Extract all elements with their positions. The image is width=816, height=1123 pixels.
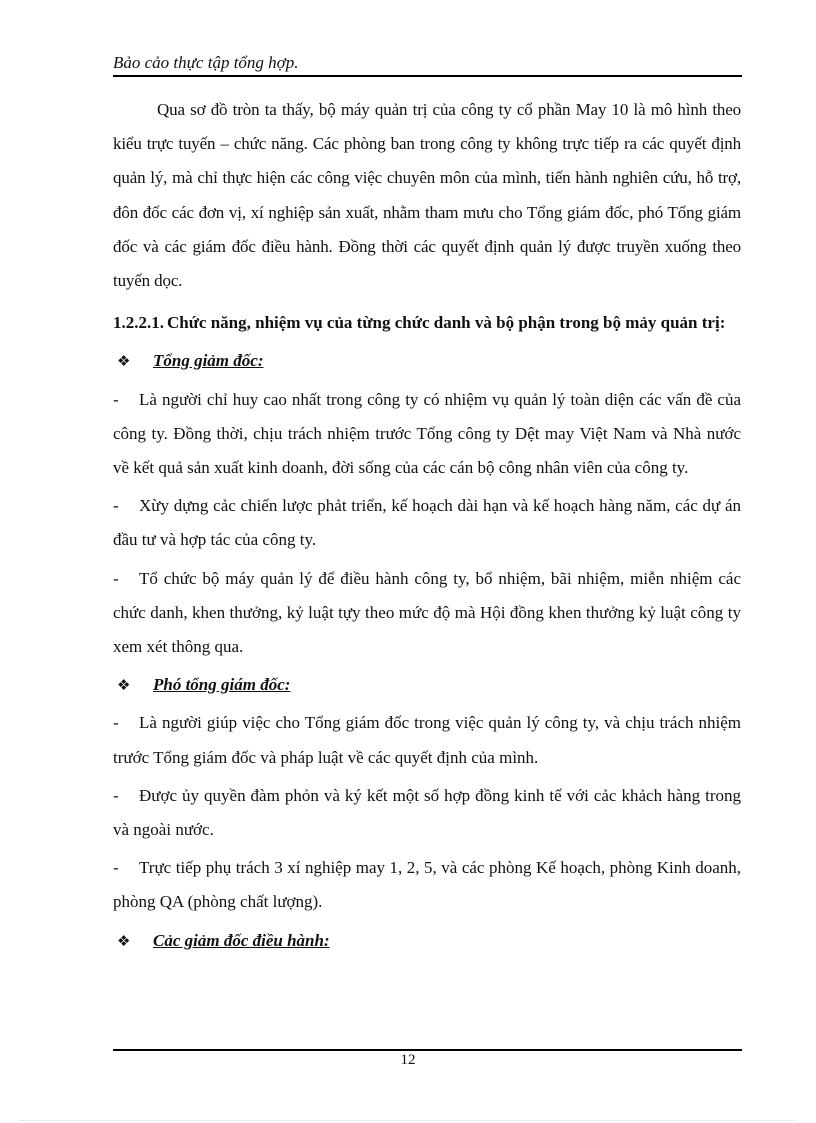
document-body <box>113 93 741 958</box>
intro-paragraph: Qua sơ đồ tròn ta thấy, bộ máy quản trị của công ty cổ phần May 10 là mô hình theo kiểu trực tuyến – chức năng. Các phòng ban trong công ty không trực tiếp ra các quyết định quản lý, mà chỉ thực hiện các công việc chuyên môn của mình, tiến hành nghiên cứu, hỗ trợ, đôn đốc các đơn vị, xí nghiệp sản xuất, nhằm tham mưu cho Tổng giám đốc, phó Tổng giám đốc và các giám đốc điều hành. Đồng thời các quyết định quản lý được truyền xuống theo tuyến dọc. <box>113 100 741 291</box>
header-title: Bảo cảo thực tập tổng hợp. <box>113 53 299 72</box>
list-item <box>113 383 741 486</box>
list-item <box>113 779 741 847</box>
role-heading <box>113 668 741 702</box>
list-item <box>113 851 741 919</box>
page-edge <box>20 1120 796 1121</box>
role-heading <box>113 924 741 958</box>
list-item-text: Là người chỉ huy cao nhất trong công ty có nhiệm vụ quản lý toàn diện các vấn đề của công ty. Đồng thời, chịu trách nhiệm trước Tổng công ty Dệt may Việt Nam và Nhà nước về kết quả sản xuất kinh doanh, đời sống của các cán bộ công nhân viên của công ty. <box>113 389 741 478</box>
page-number: 12 <box>400 1052 416 1068</box>
dash-marker: - <box>113 568 119 588</box>
dash-marker: - <box>113 389 119 409</box>
dash-marker: - <box>113 858 119 878</box>
role-heading <box>113 344 741 378</box>
list-item <box>113 706 741 774</box>
dash-marker: - <box>113 785 119 805</box>
section-title: Chức năng, nhiệm vụ của từng chức danh và bộ phận trong bộ mảy quản trị: <box>167 313 726 333</box>
section-number: 1.2.2.1. <box>113 313 164 333</box>
dash-marker: - <box>113 713 119 733</box>
role-title: Cảc giảm đốc điều hành: <box>153 930 330 950</box>
page-header <box>113 52 741 74</box>
diamond-bullet-icon: ❖ <box>117 352 131 371</box>
header-rule <box>113 75 742 77</box>
role-title: Tổng giảm đốc: <box>153 351 264 371</box>
diamond-bullet-icon: ❖ <box>117 931 131 950</box>
list-item-text: Tổ chức bộ máy quản lý để điều hành công ty, bổ nhiệm, bãi nhiệm, miễn nhiệm các chức danh, khen thưởng, kỷ luật tựy theo mức độ mà Hội đồng khen thưởng kỷ luật công ty xem xét thông qua. <box>113 568 741 657</box>
dash-marker: - <box>113 496 119 516</box>
list-item-text: Là người giúp việc cho Tổng giám đốc trong việc quản lý công ty, và chịu trách nhiệm trước Tổng giám đốc và pháp luật về các quyết định của mình. <box>113 713 741 767</box>
list-item-text: Được ủy quyền đàm phỏn và ký kết một số hợp đồng kinh tế với cảc khảch hàng trong và ngoài nước. <box>113 785 741 840</box>
list-item-text: Trực tiếp phụ trách 3 xí nghiệp may 1, 2, 5, và các phòng Kế hoạch, phòng Kinh doanh, phòng QA (phòng chất lượng). <box>113 858 741 912</box>
list-item <box>113 489 741 557</box>
role-title: Phó tổng giám đốc: <box>153 675 291 695</box>
list-item-text: Xừy dựng cảc chiến lược phảt triển, kế hoạch dài hạn và kế hoạch hàng năm, các dự án đầu tư và hợp tác của công ty. <box>113 496 741 550</box>
list-item <box>113 562 741 665</box>
section-heading <box>113 306 741 340</box>
diamond-bullet-icon: ❖ <box>117 676 131 695</box>
